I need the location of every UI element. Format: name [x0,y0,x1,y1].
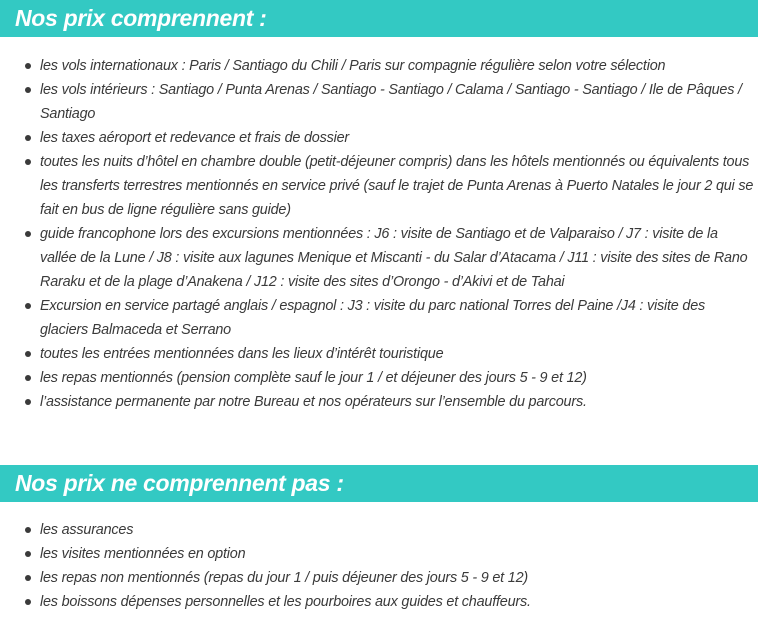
excluded-title: Nos prix ne comprennent pas : [15,470,344,496]
list-item-text: toutes les nuits d’hôtel en chambre double (petit-déjeuner compris) dans les hôtels mentionnés ou équivalents tous les transferts terrestres mentionnés en service privé (sauf le trajet de Punta Arenas à Puerto Natales le jour 2 qui se fait en bus de ligne régulière sans guide) [40,154,754,218]
list-item-text: toutes les entrées mentionnées dans les lieux d’intérêt touristique [40,346,444,362]
list-item-text: les taxes aéroport et redevance et frais de dossier [40,130,349,146]
bullet-icon [25,375,31,381]
list-item [0,342,758,366]
list-item [0,78,758,126]
list-item [0,366,758,390]
list-item [0,542,758,566]
bullet-icon [25,231,31,237]
bullet-icon [25,159,31,165]
list-item-text: les boissons dépenses personnelles et les pourboires aux guides et chauffeurs. [40,594,531,610]
list-item-text: Excursion en service partagé anglais / espagnol : J3 : visite du parc national Torres del Paine /J4 : visite des glaciers Balmaceda et Serrano [40,298,705,338]
bullet-icon [25,351,31,357]
excluded-section [0,465,758,614]
excluded-header [0,465,758,502]
list-item-text: les visites mentionnées en option [40,546,246,562]
list-item-text: les assurances [40,522,134,538]
bullet-icon [25,575,31,581]
included-title: Nos prix comprennent : [15,5,267,31]
list-item [0,566,758,590]
list-item [0,222,758,294]
bullet-icon [25,399,31,405]
list-item-text: les repas mentionnés (pension complète sauf le jour 1 / et déjeuner des jours 5 - 9 et 12) [40,370,587,386]
list-item-text: les repas non mentionnés (repas du jour 1 / puis déjeuner des jours 5 - 9 et 12) [40,570,528,586]
list-item-text: l’assistance permanente par notre Bureau et nos opérateurs sur l’ensemble du parcours. [40,394,587,410]
excluded-list [0,518,758,614]
list-item [0,294,758,342]
bullet-icon [25,135,31,141]
bullet-icon [25,63,31,69]
included-list [0,54,758,414]
list-item [0,54,758,78]
list-item-text: les vols internationaux : Paris / Santiago du Chili / Paris sur compagnie régulière selon votre sélection [40,58,666,74]
list-item [0,590,758,614]
bullet-icon [25,599,31,605]
bullet-icon [25,527,31,533]
list-item-text: guide francophone lors des excursions mentionnées : J6 : visite de Santiago et de Valparaiso / J7 : visite de la vallée de la Lune / J8 : visite aux lagunes Menique et Miscanti - du Salar d’Atacama / J11 : visite des sites de Rano Raraku et de la plage d’Anakena / J12 : visite des sites d’Orongo - d’Akivi et de Tahai [40,226,748,290]
bullet-icon [25,551,31,557]
included-header [0,0,758,37]
list-item [0,150,758,222]
bullet-icon [25,87,31,93]
list-item [0,390,758,414]
bullet-icon [25,303,31,309]
list-item [0,126,758,150]
list-item [0,518,758,542]
list-item-text: les vols intérieurs : Santiago / Punta Arenas / Santiago - Santiago / Calama / Santiago - Santiago / Ile de Pâques / Santiago [40,82,742,122]
